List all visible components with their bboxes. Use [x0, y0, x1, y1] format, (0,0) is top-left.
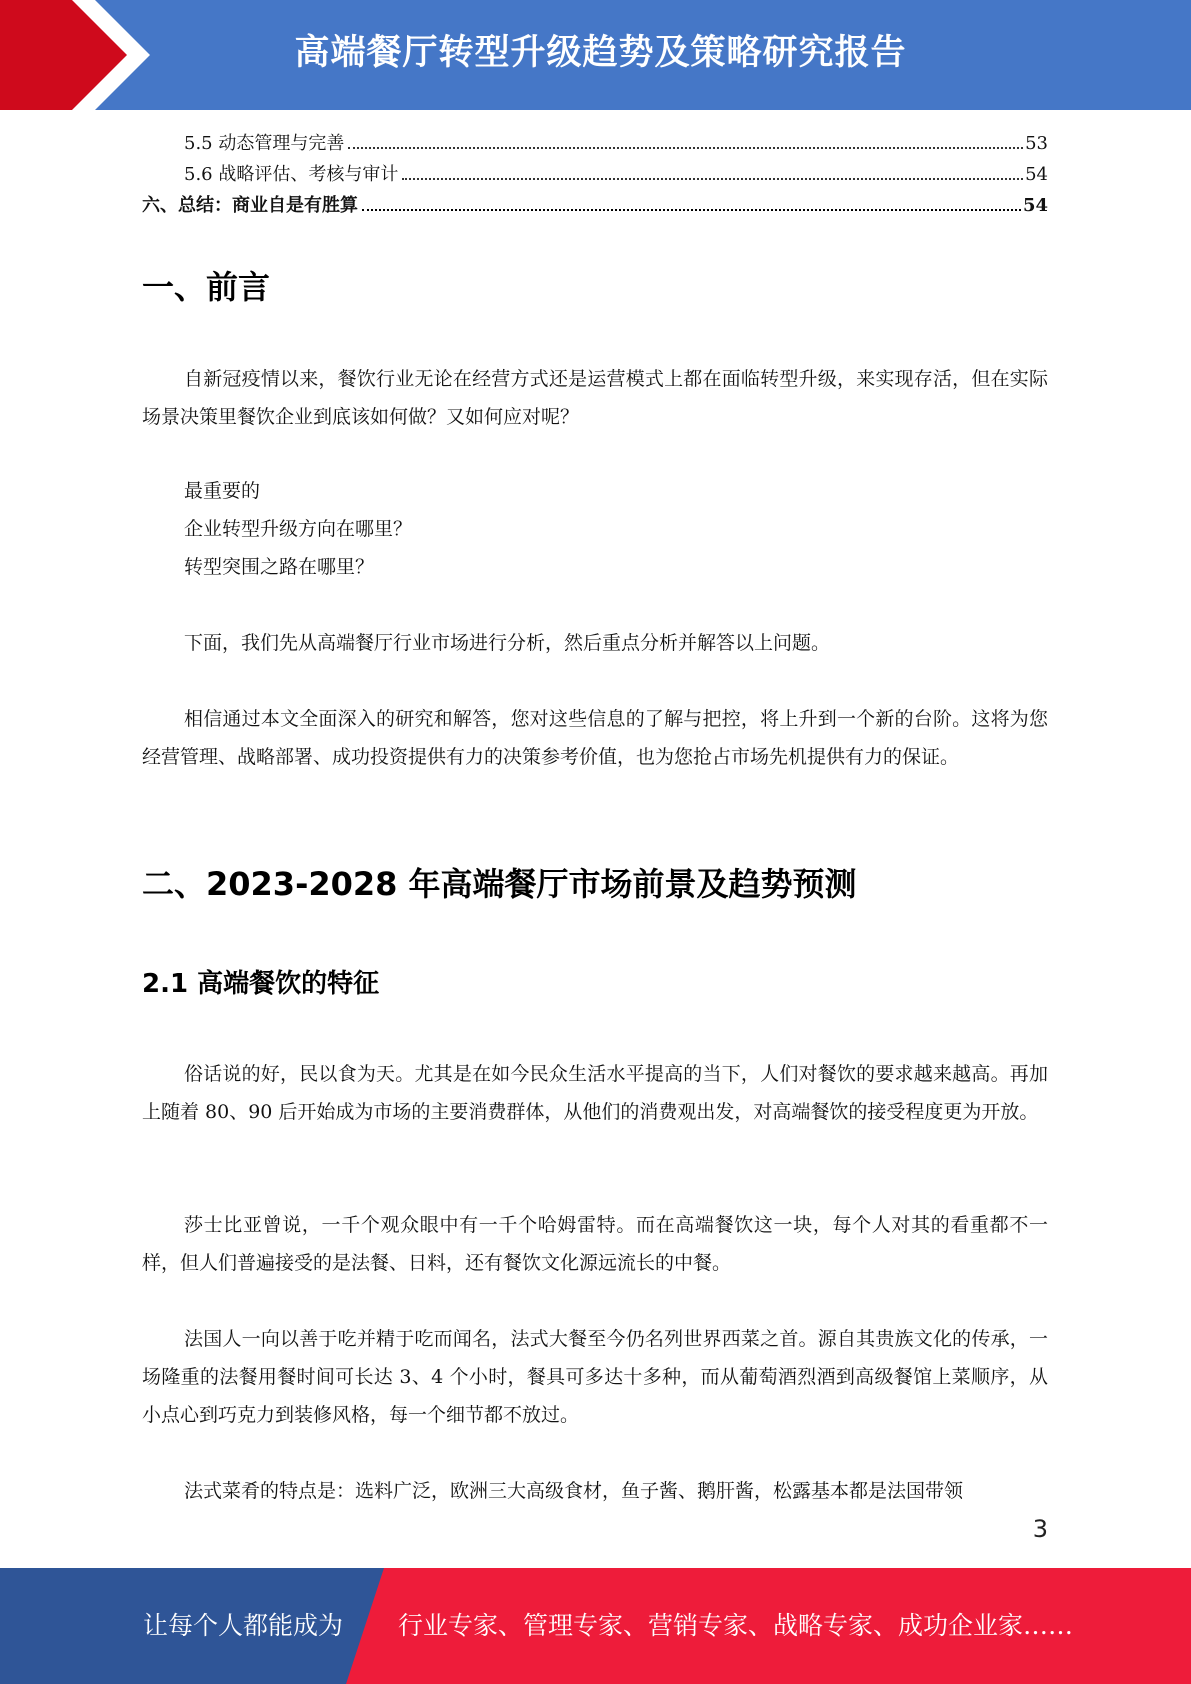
toc-entry-page: 54 [1022, 195, 1048, 216]
text-line: 企业转型升级方向在哪里？ [184, 518, 413, 540]
report-title: 高端餐厅转型升级趋势及策略研究报告 [294, 33, 907, 73]
page-number: 3 [1032, 1515, 1048, 1543]
paragraph: 法式菜肴的特点是：选料广泛，欧洲三大高级食材，鱼子酱、鹅肝酱，松露基本都是法国带领 [184, 1480, 964, 1502]
toc-leader-dots [402, 178, 1023, 180]
text-line: 最重要的 [184, 480, 261, 502]
header-band [0, 0, 1191, 110]
toc-entry[interactable] [142, 159, 1048, 190]
table-of-contents [142, 128, 1048, 221]
paragraph: 莎士比亚曾说，一千个观众眼中有一千个哈姆雷特。而在高端餐饮这一块，每个人对其的看重都不一样，但人们普遍接受的是法餐、日料，还有餐饮文化源远流长的中餐。 [142, 1214, 1048, 1274]
toc-entry-label: 5.6 战略评估、考核与审计 [184, 164, 399, 185]
toc-entry[interactable] [142, 128, 1048, 159]
footer-slogan-right: 行业专家、管理专家、营销专家、战略专家、成功企业家…… [398, 1611, 1074, 1640]
footer-slogan-left: 让每个人都能成为 [143, 1611, 344, 1640]
section-heading-preface: 一、前言 [142, 268, 271, 306]
toc-entry-label: 5.5 动态管理与完善 [184, 133, 345, 154]
footer-band [0, 1568, 1191, 1684]
paragraph: 自新冠疫情以来，餐饮行业无论在经营方式还是运营模式上都在面临转型升级，来实现存活，但在实际场景决策里餐饮企业到底该如何做？又如何应对呢？ [142, 368, 1048, 428]
section-heading-market-outlook: 二、2023-2028 年高端餐厅市场前景及趋势预测 [142, 865, 857, 903]
paragraph: 法国人一向以善于吃并精于吃而闻名，法式大餐至今仍名列世界西菜之首。源自其贵族文化的传承，一场隆重的法餐用餐时间可长达 3、4 个小时，餐具可多达十多种，而从葡萄酒烈酒到高级餐馆上菜顺序，从小点心到巧克力到装修风格，每一个细节都不放过。 [142, 1328, 1048, 1426]
toc-entry-page: 53 [1025, 133, 1048, 154]
toc-leader-dots [348, 147, 1023, 149]
toc-entry-page: 54 [1025, 164, 1048, 185]
paragraph: 相信通过本文全面深入的研究和解答，您对这些信息的了解与把控，将上升到一个新的台阶。这将为您经营管理、战略部署、成功投资提供有力的决策参考价值，也为您抢占市场先机提供有力的保证。 [142, 708, 1048, 768]
text-line: 转型突围之路在哪里？ [184, 556, 375, 578]
paragraph: 下面，我们先从高端餐厅行业市场进行分析，然后重点分析并解答以上问题。 [184, 632, 831, 654]
toc-entry-label: 六、总结：商业自是有胜算 [142, 195, 358, 216]
toc-entry[interactable] [142, 190, 1048, 221]
subsection-heading-features: 2.1 高端餐饮的特征 [142, 969, 380, 999]
toc-leader-dots [362, 209, 1021, 211]
paragraph: 俗话说的好，民以食为天。尤其是在如今民众生活水平提高的当下，人们对餐饮的要求越来越高。再加上随着 80、90 后开始成为市场的主要消费群体，从他们的消费观出发，对高端餐饮的接受程度更为开放。 [142, 1063, 1048, 1123]
